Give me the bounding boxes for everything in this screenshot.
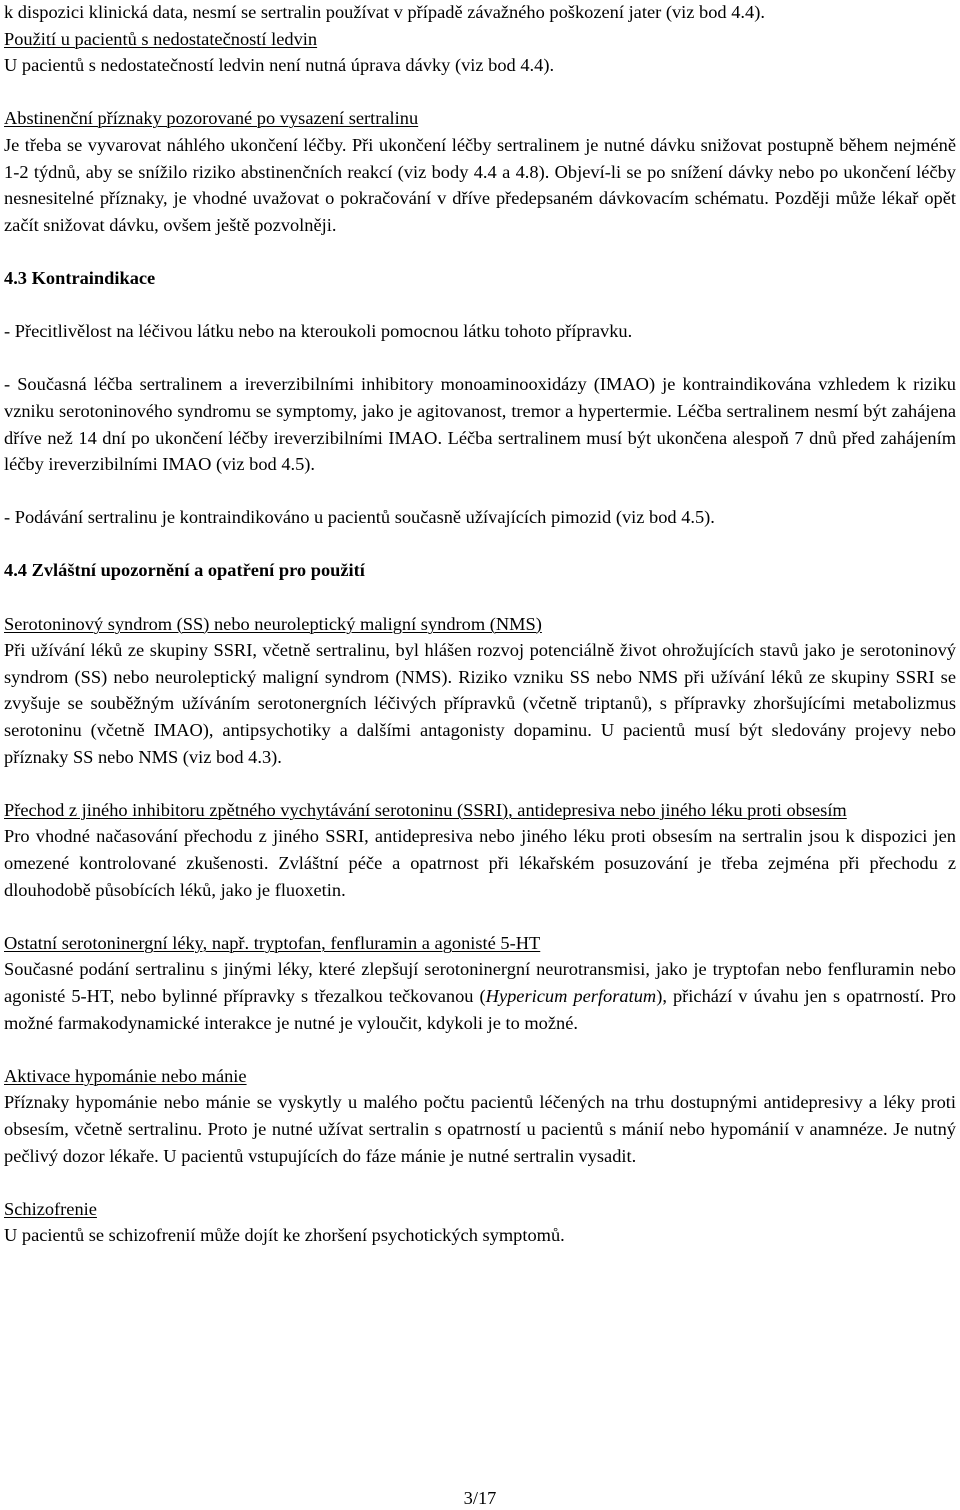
switch-paragraph: Pro vhodné načasování přechodu z jiného SSRI, antidepresiva nebo jiného léku proti obsesím na sertralin jsou k dispozici jen omezené kontrolované zkušenosti. Zvláštní péče a opatrnost při lékařském posuzování je třeba zejména při přechodu z dlouhodobě působících léků, jako je fluoxetin.	[4, 826, 956, 900]
schizophrenia-paragraph: U pacientů se schizofrenií může dojít ke zhoršení psychotických symptomů.	[4, 1225, 565, 1246]
hepatic-paragraph-tail: k dispozici klinická data, nesmí se sertralin používat v případě závažného poškození jater (viz bod 4.4).	[4, 2, 765, 22]
mania-heading: Aktivace hypománie nebo mánie	[4, 1065, 247, 1086]
renal-heading: Použití u pacientů s nedostatečností ledvin	[4, 28, 318, 49]
contraindication-item-1: - Přecitlivělost na léčivou látku nebo na kteroukoli pomocnou látku tohoto přípravku.	[4, 321, 633, 342]
ss-paragraph: Při užívání léků ze skupiny SSRI, včetně sertralinu, byl hlášen rozvoj potenciálně život ohrožujících stavů jako je serotoninový syndrom (SS) nebo neuroleptický maligní syndrom (NMS). Riziko vzniku SS nebo NMS při užívání léků ze skupiny SSRI se zvyšuje se souběžným užíváním serotonergních léčivých přípravků (včetně triptanů), s přípravky zhoršujícími metabolizmus serotoninu (včetně IMAO), antipsychotiky a dalšími antagonisty dopaminu. U pacientů musí být sledovány projevy nebo příznaky SS nebo NMS (viz bod 4.3).	[4, 640, 956, 767]
other-serotonergic-heading: Ostatní serotoninergní léky, např. tryptofan, fenfluramin a agonisté 5-HT	[4, 932, 541, 953]
schizophrenia-heading: Schizofrenie	[4, 1198, 97, 1219]
other-text-part-2: ), přichází v úvahu jen s opatrností. Pro možné farmakodynamické interakce je nutné je vyloučit, kdykoli je to možné.	[4, 985, 956, 1033]
switch-heading: Přechod z jiného inhibitoru zpětného vychytávání serotoninu (SSRI), antidepresiva nebo jiného léku proti obsesím	[4, 799, 847, 820]
withdrawal-paragraph: Je třeba se vyvarovat náhlého ukončení léčby. Při ukončení léčby sertralinem je nutné dávku snižovat postupně během nejméně 1-2 týdnů, aby se snížilo riziko abstinenčních reakcí (viz body 4.4 a 4.8). Objeví-li se po snížení dávky nebo po ukončení léčby nesnesitelné příznaky, je vhodné uvažovat o pokračování v dříve předepsaném dávkovacím schématu. Později může lékař opět začít snižovat dávku, ovšem ještě pozvolněji.	[4, 134, 956, 235]
withdrawal-heading: Abstinenční příznaky pozorované po vysazení sertralinu	[4, 108, 419, 129]
section-4-4-title: 4.4 Zvláštní upozornění a opatření pro použití	[4, 560, 365, 581]
document-page	[4, 0, 956, 1249]
contraindication-item-3: - Podávání sertralinu je kontraindikováno u pacientů současně užívajících pimozid (viz bod 4.5).	[4, 507, 715, 528]
other-serotonergic-paragraph	[4, 956, 956, 1036]
page-number: 3/17	[463, 1488, 497, 1508]
ss-heading: Serotoninový syndrom (SS) nebo neuroleptický maligní syndrom (NMS)	[4, 613, 542, 634]
renal-paragraph: U pacientů s nedostatečností ledvin není nutná úprava dávky (viz bod 4.4).	[4, 55, 555, 76]
other-text-part-1: Současné podání sertralinu s jinými léky, které zlepšují serotoninergní neurotransmisi, jako je tryptofan nebo fenfluramin nebo agonisté 5-HT, nebo bylinné přípravky s třezalkou tečkovanou (	[4, 959, 956, 1006]
section-4-3-title: 4.3 Kontraindikace	[4, 267, 156, 288]
mania-paragraph: Příznaky hypománie nebo mánie se vyskytly u malého počtu pacientů léčených na trhu dostupnými antidepresivy a léky proti obsesím, včetně sertralinu. Proto je nutné užívat sertralin s opatrností u pacientů s mánií nebo hypománií v anamnéze. Je nutný pečlivý dozor lékaře. U pacientů vstupujících do fáze mánie je nutné sertralin vysadit.	[4, 1092, 956, 1166]
other-text-italic-species: Hypericum perforatum	[485, 985, 657, 1006]
contraindication-item-2: - Současná léčba sertralinem a ireverzibilními inhibitory monoaminooxidázy (IMAO) je kontraindikována vzhledem k riziku vzniku serotoninového syndromu se symptomy, jako je agitovanost, tremor a hypertermie. Léčba sertralinem nesmí být zahájena dříve než 14 dní po ukončení léčby ireverzibilními IMAO. Léčba sertralinem musí být ukončena alespoň 7 dnů před zahájením léčby ireverzibilními IMAO (viz bod 4.5).	[4, 374, 956, 475]
